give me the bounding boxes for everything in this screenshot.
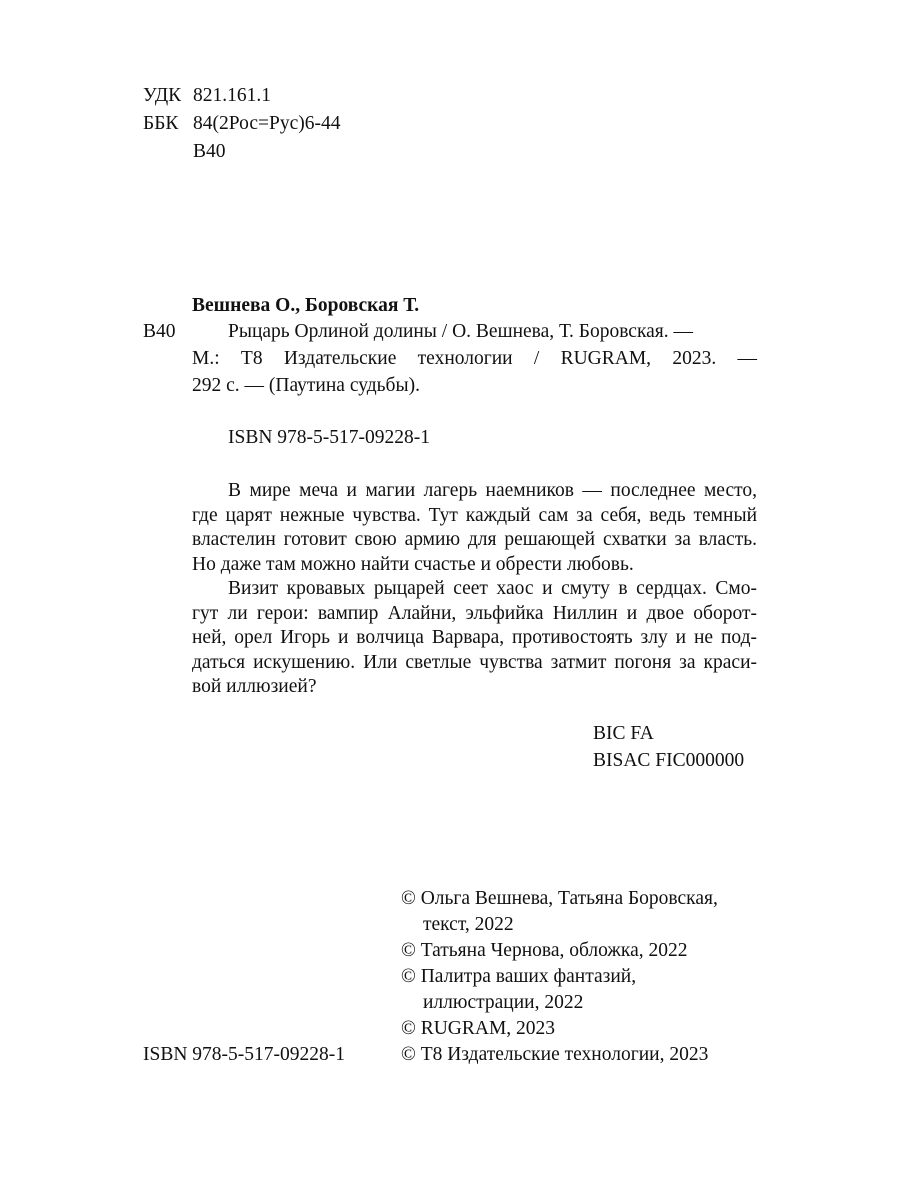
- copyright-line: текст, 2022: [423, 914, 514, 935]
- index-code: В40: [143, 321, 176, 342]
- bisac-code: BISAC FIC000000: [593, 750, 745, 771]
- copyright-line: © Татьяна Чернова, обложка, 2022: [401, 940, 688, 961]
- description-line: 292 с. — (Паутина судьбы).: [192, 375, 420, 396]
- description-line: М.: Т8 Издательские технологии / RUGRAM, 2023. —: [192, 348, 757, 369]
- annotation-line: В мире меча и магии лагерь наемников — последнее место,: [228, 480, 757, 501]
- copyright-block: [401, 887, 718, 1069]
- subject-classification: [593, 722, 744, 776]
- authors-heading: Вешнева О., Боровская Т.: [192, 295, 420, 316]
- annotation-line: даться искушению. Или светлые чувства затмит погоня за краси-: [192, 651, 757, 673]
- annotation-line: Но даже там можно найти счастье и обрести любовь.: [192, 553, 634, 575]
- bbk-row: [143, 112, 340, 140]
- copyright-line: иллюстрации, 2022: [423, 992, 584, 1013]
- author-sign: В40: [193, 141, 226, 162]
- bbk-label: ББК: [143, 113, 179, 134]
- bic-code: BIC FA: [593, 723, 654, 744]
- isbn-main: ISBN 978-5-517-09228-1: [228, 427, 431, 448]
- classification-codes: [143, 84, 340, 168]
- copyright-line: © Палитра ваших фантазий,: [401, 966, 637, 987]
- annotation-line: где царят нежные чувства. Тут каждый сам за себя, ведь темный: [192, 504, 757, 526]
- udk-label: УДК: [143, 85, 182, 106]
- bibliographic-description: [192, 320, 757, 401]
- copyright-line: © Т8 Издательские технологии, 2023: [401, 1044, 709, 1065]
- udk-value: 821.161.1: [193, 85, 271, 106]
- annotation-line: властелин готовит свою армию для решающей схватки за власть.: [192, 529, 757, 550]
- copyright-line: © RUGRAM, 2023: [401, 1018, 556, 1039]
- description-line: Рыцарь Орлиной долины / О. Вешнева, Т. Боровская. —: [228, 321, 693, 342]
- author-sign-row: [143, 140, 340, 168]
- annotation-line: Визит кровавых рыцарей сеет хаос и смуту в сердцах. Смо-: [228, 578, 757, 599]
- annotation-line: ней, орел Игорь и волчица Варвара, противостоять злу и не под-: [192, 627, 757, 648]
- annotation-line: гут ли герои: вампир Алайни, эльфийка Ниллин и двое оборот-: [192, 602, 757, 624]
- copyright-line: © Ольга Вешнева, Татьяна Боровская,: [401, 888, 718, 909]
- udk-row: [143, 84, 340, 112]
- annotation: [192, 479, 757, 700]
- bbk-value: 84(2Рос=Рус)6-44: [193, 113, 341, 134]
- isbn-bottom: ISBN 978-5-517-09228-1: [143, 1044, 346, 1065]
- annotation-line: вой иллюзией?: [192, 676, 317, 697]
